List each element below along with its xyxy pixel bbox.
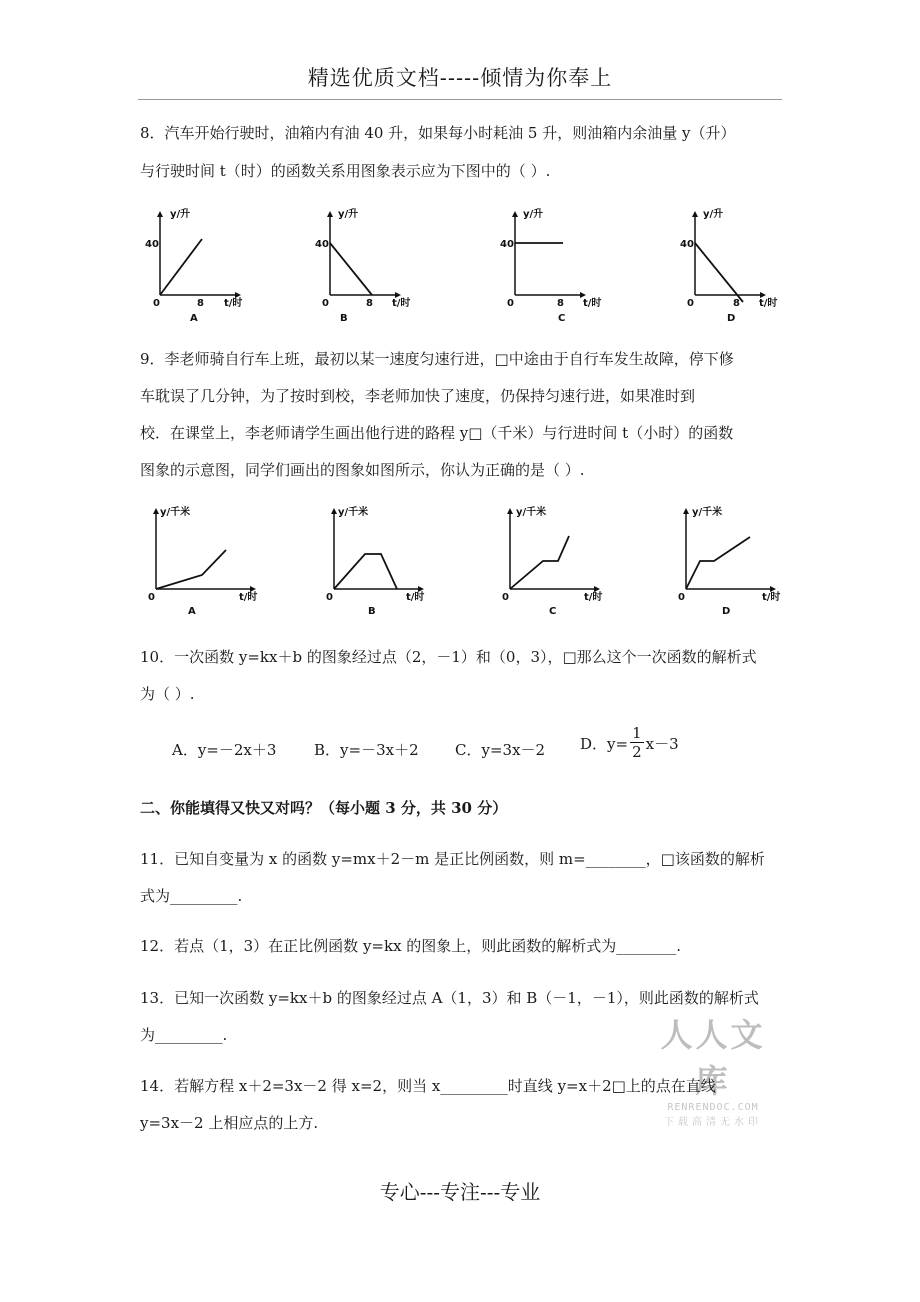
q8-c-xlabel: t/时 bbox=[583, 298, 602, 309]
q9-a-origin: 0 bbox=[148, 592, 155, 603]
fraction-numerator: 1 bbox=[632, 724, 642, 742]
q10-line1: 10．一次函数 y=kx＋b 的图象经过点（2，－1）和（0，3），□那么这个一次函数的解析式 bbox=[140, 648, 757, 666]
q8-a-ylabel: y/升 bbox=[170, 209, 191, 220]
watermark-url: RENRENDOC.COM bbox=[667, 1102, 759, 1113]
q9-b-curve bbox=[334, 554, 397, 589]
fraction-one-half bbox=[630, 726, 644, 760]
q9-c-xlabel: t/时 bbox=[584, 592, 603, 603]
q8-b-origin: 0 bbox=[322, 298, 329, 309]
q9-graph-c bbox=[494, 502, 624, 632]
q8-graph-a bbox=[140, 205, 270, 335]
q8-c-ylabel: y/升 bbox=[523, 209, 544, 220]
q8-a-curve bbox=[160, 239, 202, 295]
q10-line2: 为（ ）. bbox=[140, 685, 195, 703]
q9-a-ylabel: y/千米 bbox=[160, 507, 191, 518]
q8-d-xlabel: t/时 bbox=[759, 298, 778, 309]
watermark-logo-text: 人人文库 bbox=[660, 1016, 766, 1100]
q8-graph-b bbox=[300, 205, 430, 335]
q8-a-origin: 0 bbox=[153, 298, 160, 309]
q9-a-label: A bbox=[188, 606, 196, 617]
q9-d-origin: 0 bbox=[678, 592, 685, 603]
watermark-subtitle: 下载高清无水印 bbox=[664, 1117, 762, 1128]
q12-line1: 12．若点（1，3）在正比例函数 y=kx 的图象上，则此函数的解析式为________. bbox=[140, 937, 682, 955]
q8-d-ytick: 40 bbox=[680, 239, 694, 250]
q8-c-label: C bbox=[558, 313, 566, 324]
q9-a-xlabel: t/时 bbox=[239, 592, 258, 603]
q8-b-label: B bbox=[340, 313, 348, 324]
q8-d-xtick: 8 bbox=[733, 298, 740, 309]
q10-option-b: B．y=－3x＋2 bbox=[314, 741, 419, 759]
q10-option-d-suffix: x－3 bbox=[645, 734, 679, 753]
q10-option-c: C．y=3x－2 bbox=[455, 741, 546, 759]
q9-graph-a bbox=[140, 502, 270, 632]
q8-a-xtick: 8 bbox=[197, 298, 204, 309]
q8-line2: 与行驶时间 t（时）的函数关系用图象表示应为下图中的（ ）. bbox=[140, 162, 551, 180]
q9-graph-b bbox=[318, 502, 448, 632]
q8-c-origin: 0 bbox=[507, 298, 514, 309]
q10-option-a: A．y=－2x＋3 bbox=[172, 741, 277, 759]
q9-a-curve bbox=[156, 550, 226, 589]
q13-line1: 13．已知一次函数 y=kx＋b 的图象经过点 A（1，3）和 B（－1，－1），则此函数的解析式 bbox=[140, 989, 759, 1007]
watermark bbox=[648, 1010, 778, 1128]
q8-b-xlabel: t/时 bbox=[392, 298, 411, 309]
q9-c-ylabel: y/千米 bbox=[516, 507, 547, 518]
q8-d-curve bbox=[695, 243, 743, 302]
q14-line2: y=3x－2 上相应点的上方. bbox=[140, 1114, 319, 1132]
q9-line1: 9．李老师骑自行车上班，最初以某一速度匀速行进，□中途由于自行车发生故障，停下修 bbox=[140, 350, 734, 368]
q8-c-xtick: 8 bbox=[557, 298, 564, 309]
q11-line2: 式为_________. bbox=[140, 887, 243, 905]
q10-option-d-prefix: D．y= bbox=[580, 734, 629, 753]
page-footer-title: 专心---专注---专业 bbox=[379, 1180, 541, 1204]
q9-line4: 图象的示意图，同学们画出的图象如图所示，你认为正确的是（ ）. bbox=[140, 461, 585, 479]
q8-c-ytick: 40 bbox=[500, 239, 514, 250]
q10-option-d bbox=[580, 726, 679, 760]
page-header-title: 精选优质文档-----倾情为你奉上 bbox=[307, 66, 613, 90]
q9-d-label: D bbox=[722, 606, 731, 617]
q8-graph-d bbox=[665, 205, 795, 335]
fraction-denominator: 2 bbox=[632, 743, 642, 761]
q11-line1: 11．已知自变量为 x 的函数 y=mx＋2－m 是正比例函数，则 m=________，□该函数的解析 bbox=[140, 850, 765, 868]
q8-line1: 8．汽车开始行驶时，油箱内有油 40 升，如果每小时耗油 5 升，则油箱内余油量 y（升） bbox=[140, 124, 736, 142]
q9-c-origin: 0 bbox=[502, 592, 509, 603]
q8-b-curve bbox=[330, 243, 372, 295]
q13-line2: 为_________. bbox=[140, 1026, 228, 1044]
q8-a-ytick: 40 bbox=[145, 239, 159, 250]
q9-d-xlabel: t/时 bbox=[762, 592, 781, 603]
q8-d-origin: 0 bbox=[687, 298, 694, 309]
q8-graph-c bbox=[495, 205, 625, 335]
q8-a-xlabel: t/时 bbox=[224, 298, 243, 309]
q9-line2: 车耽误了几分钟，为了按时到校，李老师加快了速度，仍保持匀速行进，如果准时到 bbox=[140, 387, 696, 405]
q9-d-curve bbox=[686, 537, 750, 589]
q9-c-label: C bbox=[549, 606, 557, 617]
section-2-title: 二、你能填得又快又对吗？（每小题 3 分，共 30 分） bbox=[140, 799, 508, 817]
header-divider bbox=[138, 99, 782, 100]
q8-d-ylabel: y/升 bbox=[703, 209, 724, 220]
q9-d-ylabel: y/千米 bbox=[692, 507, 723, 518]
q9-b-xlabel: t/时 bbox=[406, 592, 425, 603]
q9-c-curve bbox=[510, 536, 569, 589]
q9-line3: 校．在课堂上，李老师请学生画出他行进的路程 y□（千米）与行进时间 t（小时）的函数 bbox=[140, 424, 734, 442]
q8-b-ytick: 40 bbox=[315, 239, 329, 250]
q9-b-label: B bbox=[368, 606, 376, 617]
q9-b-ylabel: y/千米 bbox=[338, 507, 369, 518]
q8-b-xtick: 8 bbox=[366, 298, 373, 309]
q9-b-origin: 0 bbox=[326, 592, 333, 603]
q9-graph-d bbox=[670, 502, 800, 632]
q8-d-label: D bbox=[727, 313, 736, 324]
q14-line1: 14．若解方程 x＋2=3x－2 得 x=2，则当 x_________时直线 y=x＋2□上的点在直线 bbox=[140, 1077, 716, 1095]
q8-a-label: A bbox=[190, 313, 198, 324]
q8-b-ylabel: y/升 bbox=[338, 209, 359, 220]
